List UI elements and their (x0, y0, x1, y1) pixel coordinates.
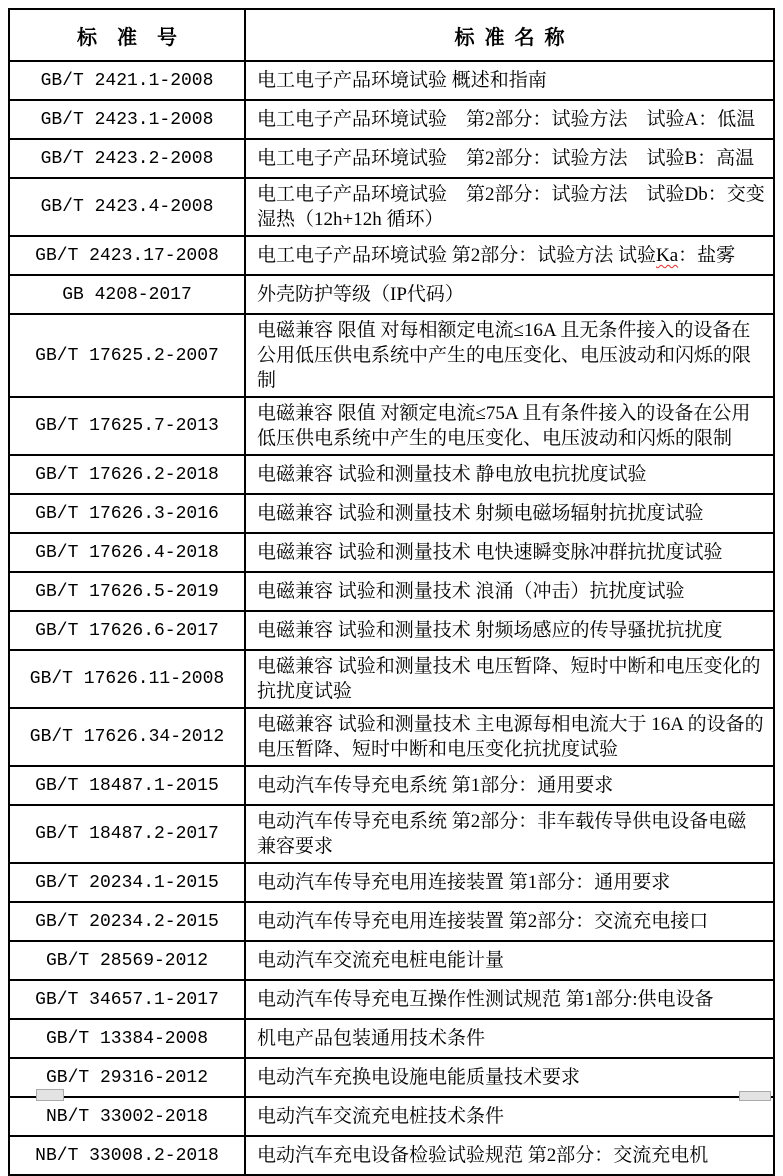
table-row (9, 178, 774, 236)
standard-code-cell: GB/T 17625.7-2013 (9, 397, 245, 455)
standard-name-cell: 电工电子产品环境试验 第2部分：试验方法 试验Db：交变湿热（12h+12h 循环） (245, 178, 774, 236)
table-row (9, 236, 774, 275)
standard-code-cell: GB/T 17626.34-2012 (9, 708, 245, 766)
standard-name-cell: 电磁兼容 限值 对额定电流≤75A 且有条件接入的设备在公用低压供电系统中产生的电压变化、电压波动和闪烁的限制 (245, 397, 774, 455)
standard-name-cell: 电动汽车充换电设施电能质量技术要求 (245, 1058, 774, 1097)
table-row (9, 941, 774, 980)
table-row (9, 314, 774, 397)
standards-table-body (9, 61, 774, 1175)
standard-code-cell: NB/T 33008.2-2018 (9, 1136, 245, 1175)
table-row (9, 902, 774, 941)
standard-name-cell: 电磁兼容 限值 对每相额定电流≤16A 且无条件接入的设备在公用低压供电系统中产生的电压变化、电压波动和闪烁的限制 (245, 314, 774, 397)
standard-name-cell: 电磁兼容 试验和测量技术 射频场感应的传导骚扰抗扰度 (245, 611, 774, 650)
table-row (9, 397, 774, 455)
header-row (9, 9, 774, 61)
table-row (9, 1058, 774, 1097)
standard-code-cell: GB/T 17626.2-2018 (9, 455, 245, 494)
standard-code-cell: GB/T 17626.11-2008 (9, 650, 245, 708)
standard-name-cell: 电工电子产品环境试验 第2部分：试验方法 试验Ka：盐雾 (245, 236, 774, 275)
standard-name-cell: 机电产品包装通用技术条件 (245, 1019, 774, 1058)
standard-code-cell: GB/T 18487.2-2017 (9, 805, 245, 863)
standard-name-cell: 电动汽车传导充电系统 第2部分：非车载传导供电设备电磁兼容要求 (245, 805, 774, 863)
standard-code-cell: GB/T 2423.2-2008 (9, 139, 245, 178)
ui-fragment-bottom-left (36, 1089, 64, 1101)
table-row (9, 980, 774, 1019)
standard-name-cell: 电磁兼容 试验和测量技术 浪涌（冲击）抗扰度试验 (245, 572, 774, 611)
header-standard-code-label: 标准号 (77, 26, 197, 49)
table-row (9, 1019, 774, 1058)
table-row (9, 1136, 774, 1175)
table-row (9, 139, 774, 178)
table-row (9, 455, 774, 494)
header-standard-code (9, 9, 245, 61)
standard-name-cell: 电磁兼容 试验和测量技术 静电放电抗扰度试验 (245, 455, 774, 494)
standards-table (8, 8, 775, 1176)
standard-name-cell: 电工电子产品环境试验 概述和指南 (245, 61, 774, 100)
standard-name-cell: 电动汽车传导充电用连接装置 第1部分：通用要求 (245, 863, 774, 902)
standard-code-cell: GB/T 34657.1-2017 (9, 980, 245, 1019)
standard-name-cell: 电工电子产品环境试验 第2部分：试验方法 试验B：高温 (245, 139, 774, 178)
standard-name-cell: 电磁兼容 试验和测量技术 电快速瞬变脉冲群抗扰度试验 (245, 533, 774, 572)
standard-code-cell: GB/T 17625.2-2007 (9, 314, 245, 397)
table-row (9, 863, 774, 902)
standard-code-cell: GB/T 17626.5-2019 (9, 572, 245, 611)
table-row (9, 805, 774, 863)
standard-code-cell: GB/T 17626.3-2016 (9, 494, 245, 533)
ui-fragment-bottom-right (739, 1091, 771, 1101)
standard-code-cell: GB/T 2423.17-2008 (9, 236, 245, 275)
standard-code-cell: GB/T 2423.4-2008 (9, 178, 245, 236)
standard-name-cell: 电磁兼容 试验和测量技术 电压暂降、短时中断和电压变化的抗扰度试验 (245, 650, 774, 708)
table-row (9, 494, 774, 533)
standard-name-cell: 外壳防护等级（IP代码） (245, 275, 774, 314)
standard-name-cell: 电工电子产品环境试验 第2部分：试验方法 试验A：低温 (245, 100, 774, 139)
standard-code-cell: GB/T 2421.1-2008 (9, 61, 245, 100)
table-row (9, 61, 774, 100)
standard-code-cell: GB/T 18487.1-2015 (9, 766, 245, 805)
table-row (9, 708, 774, 766)
table-row (9, 766, 774, 805)
standard-name-cell: 电动汽车传导充电用连接装置 第2部分：交流充电接口 (245, 902, 774, 941)
standard-name-cell: 电磁兼容 试验和测量技术 射频电磁场辐射抗扰度试验 (245, 494, 774, 533)
standard-name-cell: 电动汽车交流充电桩电能计量 (245, 941, 774, 980)
standard-code-cell: GB/T 20234.1-2015 (9, 863, 245, 902)
standard-code-cell: GB/T 17626.6-2017 (9, 611, 245, 650)
standards-table-head (9, 9, 774, 61)
standard-code-cell: NB/T 33002-2018 (9, 1097, 245, 1136)
standard-name-cell: 电动汽车充电设备检验试验规范 第2部分：交流充电机 (245, 1136, 774, 1175)
standard-code-cell: GB/T 13384-2008 (9, 1019, 245, 1058)
standard-code-cell: GB/T 2423.1-2008 (9, 100, 245, 139)
standard-code-cell: GB/T 17626.4-2018 (9, 533, 245, 572)
header-standard-name (245, 9, 774, 61)
table-row (9, 1097, 774, 1136)
header-standard-name-label: 标准名称 (454, 26, 575, 49)
standard-name-cell: 电动汽车传导充电互操作性测试规范 第1部分:供电设备 (245, 980, 774, 1019)
standard-name-cell: 电动汽车交流充电桩技术条件 (245, 1097, 774, 1136)
standard-code-cell: GB/T 28569-2012 (9, 941, 245, 980)
table-row (9, 572, 774, 611)
table-row (9, 650, 774, 708)
table-row (9, 533, 774, 572)
standard-code-cell: GB/T 20234.2-2015 (9, 902, 245, 941)
table-row (9, 611, 774, 650)
table-row (9, 275, 774, 314)
standard-code-cell: GB/T 29316-2012 (9, 1058, 245, 1097)
standard-name-cell: 电动汽车传导充电系统 第1部分：通用要求 (245, 766, 774, 805)
standard-code-cell: GB 4208-2017 (9, 275, 245, 314)
table-row (9, 100, 774, 139)
spellcheck-underline: Ka (656, 245, 679, 266)
standard-name-cell: 电磁兼容 试验和测量技术 主电源每相电流大于 16A 的设备的电压暂降、短时中断和电压变化抗扰度试验 (245, 708, 774, 766)
